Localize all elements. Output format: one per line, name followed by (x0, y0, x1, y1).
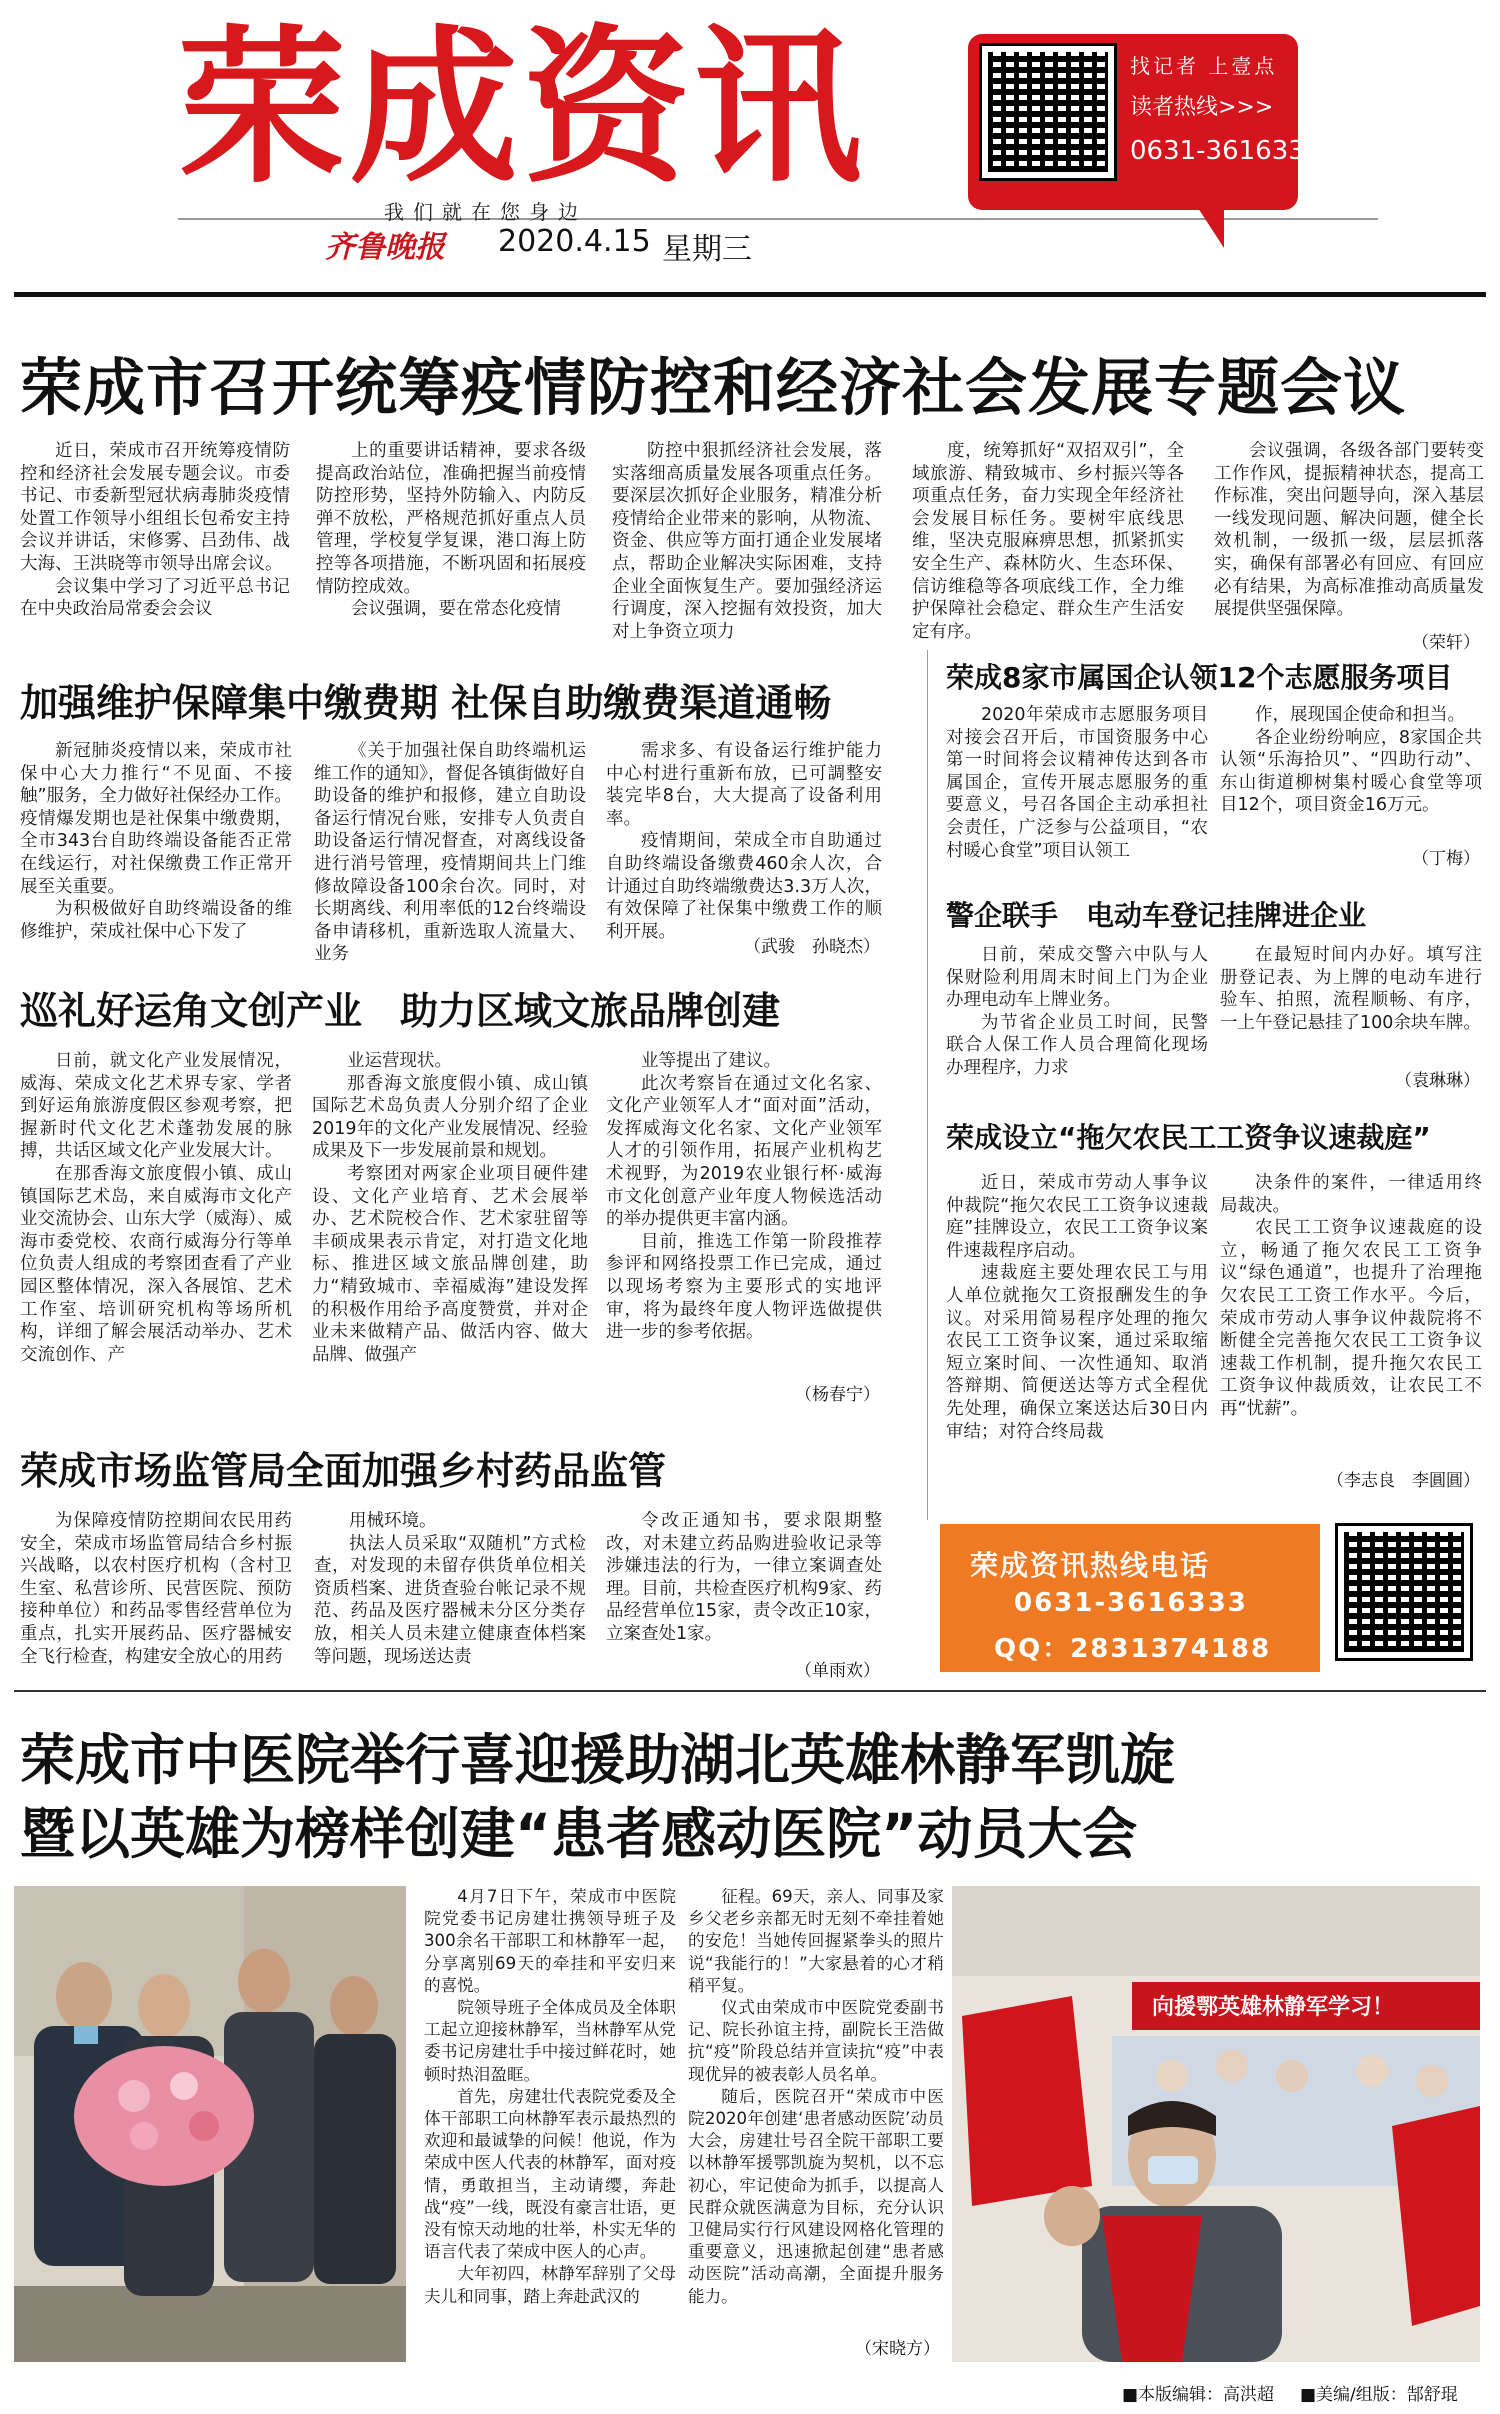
socsec-headline: 加强维护保障集中缴费期 社保自助缴费渠道通畅 (20, 681, 832, 725)
main-headline: 荣成市召开统筹疫情防控和经济社会发展专题会议 (20, 351, 1407, 424)
flower-presentation-photo (14, 1886, 406, 2362)
socsec-col-1: 新冠肺炎疫情以来，荣成市社保中心大力推行“不见面、不接触”服务，全力做好社保经办工作。疫情爆发期也是社保集中缴费期，全市343台自助终端设备能否正常在线运行，对社保缴费工作正常开展至关重要。 为积极做好自助终端设备的维修维护，荣成社保中心下发了 (20, 741, 292, 942)
ebike-headline: 警企联手 电动车登记挂牌进企业 (946, 899, 1367, 932)
speech-tail-icon (1198, 208, 1224, 248)
section-divider (14, 1690, 1486, 1692)
hospital-headline-line1: 荣成市中医院举行喜迎援助湖北英雄林静军凯旋 (20, 1728, 1176, 1792)
culture-col-1: 日前，就文化产业发展情况，威海、荣成文化艺术界专家、学者到好运角旅游度假区参观考察，把握新时代文化艺术蓬勃发展的脉搏，共话区域文化产业发展大计。 在那香海文旅度假小镇、成山镇国际艺术岛，来自威海市文化产业交流协会、山东大学（威海）、威海市委党校、农商行威海分行等单位负责人组成的考察团查看了产业园区整体情况，深入各展馆、艺术工作室、培训研究机构等场所机构，详细了解会展活动举办、艺术交流创作、产 (20, 1051, 292, 1365)
paper-name: 齐鲁晚报 (325, 230, 445, 265)
qr-line3: 0631-3616333 (1130, 136, 1322, 166)
socsec-col-2: 《关于加强社保自助终端机运维工作的通知》，督促各镇街做好自助设备的维护和报修，建立自助设备运行情况台账，安排专人负责自助设备运行情况督查，对离线设备进行消号管理，疫情期间共上门维修故障设备100余台次。同时，对长期离线、利用率低的12台终端设备申请移机，重新选取人流量大、业务 (314, 741, 586, 965)
qr-code-icon[interactable] (982, 46, 1114, 178)
socsec-col-3: 需求多、有设备运行维护能力中心村进行重新布放，已可調整安装完毕8台，大大提高了设备利用率。 疫情期间，荣成全市自助通过自助终端设备缴费460余人次，合计通过自助终端缴费达3.3万人次，有效保障了社保集中缴费工作的顺利开展。 (606, 741, 882, 942)
wage-col-1: 近日，荣成市劳动人事争议仲裁院“拖欠农民工工资争议速裁庭”挂牌设立，农民工工资争议案件速裁程序启动。 速裁庭主要处理农民工与用人单位就拖欠工资报酬发生的争议。对采用简易程序处理的拖欠农民工工资争议案，通过采取缩短立案时间、一次性通知、取消答辩期、简便送达等方式全程优先处理，确保立案送达后30日内审结；对符合终局裁 (946, 1173, 1208, 1442)
drug-col-2: 用械环境。 执法人员采取“双随机”方式检查，对发现的未留存供货单位相关资质档案、进货查验台帐记录不规范、药品及医疗器械未分区分类存放，相关人员未建立健康查体档案等问题，现场送达责 (314, 1511, 586, 1667)
main-byline: （荣轩） (1412, 633, 1480, 653)
masthead-divider (14, 292, 1486, 297)
drug-col-3: 令改正通知书，要求限期整改，对未建立药品购进验收记录等涉嫌违法的行为，一律立案调查处理。目前，共检查医疗机构9家、药品经营单位15家，责令改正10家，立案查处1家。 (606, 1511, 882, 1644)
issue-date: 2020.4.15 (498, 224, 651, 259)
soe-col-1: 2020年荣成市志愿服务项目对接会召开后，市国资服务中心第一时间将会议精神传达到各市属国企，宣传开展志愿服务的重要意义，号召各国企主动承担社会责任，广泛参与公益项目，“农村暖心食堂”项目认领工 (946, 705, 1208, 861)
culture-col-3: 业等提出了建议。 此次考察旨在通过文化名家、文化产业领军人才“面对面”活动，发挥威海文化名家、文化产业领军人才的引领作用，拓展产业机构艺术视野，为2019农业银行杯·威海市文化创意产业年度人物候选活动的举办提供更丰富内涵。 目前，推选工作第一阶段推荐参评和网络投票工作已完成，通过以现场考察为主要形式的实地评审，将为最终年度人物评选做提供进一步的参考依据。 (606, 1051, 882, 1343)
hospital-col-1: 4月7日下午，荣成市中医院院党委书记房建壮携领导班子及300余名干部职工和林静军一起，分享离别69天的牵挂和平安归来的喜悦。 院领导班子全体成员及全体职工起立迎接林静军，当林静军从党委书记房建壮手中接过鲜花时，她顿时热泪盈眶。 首先，房建壮代表院党委及全体干部职工向林静军表示最热烈的欢迎和最诚挚的问候！他说，作为荣成中医人代表的林静军，面对疫情，勇敢担当，主动请缨，奔赴战“疫”一线，既没有豪言壮语，更没有惊天动地的壮举，朴实无华的语言代表了荣成中医人的心声。 大年初四，林静军辞别了父母夫儿和同事，踏上奔赴武汉的 (424, 1887, 676, 2306)
main-col-1: 近日，荣成市召开统筹疫情防控和经济社会发展专题会议。市委书记、市委新型冠状病毒肺炎疫情处置工作领导小组组长包希安主持会议并讲话，宋修雾、吕劲伟、战大海、王洪晓等市领导出席会议。 会议集中学习了习近平总书记在中央政治局常委会会议 (20, 441, 290, 620)
ebike-col-1: 日前，荣成交警六中队与人保财险利用周末时间上门为企业办理电动车上牌业务。 为节省企业员工时间，民警联合人保工作人员合理简化现场办理程序，力求 (946, 945, 1208, 1078)
footer-design: ■美编/组版：郜舒琨 (1300, 2385, 1458, 2405)
hospital-col-2: 征程。69天，亲人、同事及家乡父老乡亲都无时无刻不牵挂着她的安危！当她传回握紧拳头的照片说“我能行的！”大家悬着的心才稍稍平复。 仪式由荣成市中医院党委副书记、院长孙谊主持，副院长王浩做抗“疫”阶段总结并宣读抗“疫”中表现优异的被表彰人员名单。 随后，医院召开“荣成市中医院2020年创建‘患者感动医院’动员大会，房建壮号召全院干部职工要以林静军援鄂凯旋为契机，以不忘初心，牢记使命为抓手，以提高人民群众就医满意为目标，充分认识卫健局实行行风建设网格化管理的重要意义，迅速掀起创建“患者感动医院”活动高潮，全面提升服务能力。 (688, 1887, 944, 2306)
hospital-headline-line2: 暨以英雄为榜样创建“患者感动医院”动员大会 (20, 1802, 1138, 1866)
column-divider (927, 650, 928, 1520)
reader-qr-panel (968, 34, 1322, 210)
qr-line2: 读者热线>>> (1130, 95, 1274, 120)
issue-weekday: 星期三 (662, 232, 752, 267)
banner-text: 向援鄂英雄林静军学习！ (1152, 1995, 1395, 2020)
drug-byline: （单雨欢） (795, 1661, 880, 1681)
culture-headline: 巡礼好运角文创产业 助力区域文旅品牌创建 (20, 989, 781, 1033)
hospital-byline: （宋晓方） (855, 2339, 940, 2359)
wage-headline: 荣成设立“拖欠农民工工资争议速裁庭” (946, 1121, 1431, 1154)
soe-byline: （丁梅） (1412, 849, 1480, 869)
main-col-3: 防控中狠抓经济社会发展，落实落细高质量发展各项重点任务。要深层次抓好企业服务，精准分析疫情给企业带来的影响，从物流、资金、供应等方面打通企业发展堵点，帮助企业解决实际困难，支持企业全面恢复生产。要加强经济运行调度，深入挖掘有效投资，加大对上争资立项力 (612, 441, 882, 642)
hotline-qq[interactable]: QQ：2831374188 (994, 1634, 1272, 1664)
qr-line1: 找记者 上壹点 (1130, 54, 1278, 78)
hotline-title: 荣成资讯热线电话 (970, 1549, 1211, 1582)
masthead-title: 荣成资讯 (178, 10, 866, 206)
drug-col-1: 为保障疫情防控期间农民用药安全，荣成市场监管局结合乡村振兴战略，以农村医疗机构（含村卫生室、私营诊所、民营医院、预防接种单位）和药品零售经营单位为重点，扎实开展药品、医疗器械安全飞行检查，构建安全放心的用药 (20, 1511, 292, 1667)
wage-byline: （李志良 李圓圓） (1327, 1471, 1480, 1491)
wage-col-2: 决条件的案件，一律适用终局裁决。 农民工工资争议速裁庭的设立，畅通了拖欠农民工工资争议“绿色通道”，也提升了治理拖欠农民工工资工作水平。今后，荣成市劳动人事争议仲裁院将不断健全完善拖欠农民工工资争议速裁工作机制，提升拖欠农民工工资争议仲裁质效，让农民工不再“忧薪”。 (1220, 1173, 1482, 1419)
socsec-byline: （武骏 孙晓杰） (744, 937, 880, 957)
ebike-byline: （袁琳琳） (1395, 1071, 1480, 1091)
ebike-col-2: 在最短时间内办好。填写注册登记表、为上牌的电动车进行验车、拍照，流程顺畅、有序，一上午登记悬挂了100余块车牌。 (1220, 945, 1482, 1033)
main-col-5: 会议强调，各级各部门要转变工作作风，提振精神状态，提高工作标准，突出问题导向，深入基层一线发现问题、解决问题，健全长效机制，一级抓一级，层层抓落实，确保有部署必有回应、有回应必有结果，为高标准推动高质量发展提供坚强保障。 (1214, 441, 1484, 620)
drug-headline: 荣成市场监管局全面加强乡村药品监管 (20, 1449, 667, 1493)
hotline-phone[interactable]: 0631-3616333 (1014, 1588, 1248, 1618)
main-col-2: 上的重要讲话精神，要求各级提高政治站位，准确把握当前疫情防控形势，坚持外防输入、内防反弹不放松，严格规范抓好重点人员管理，学校复学复课，港口海上防控等各项措施，不断巩固和拓展疫情防控成效。 会议强调，要在常态化疫情 (316, 441, 586, 620)
masthead-slogan: 我们就在您身边 (384, 200, 587, 224)
culture-col-2: 业运营现状。 那香海文旅度假小镇、成山镇国际艺术岛负责人分别介绍了企业2019年的文化产业发展情况、经验成果及下一步发展前景和规划。 考察团对两家企业项目硬件建设、文化产业培育、艺术会展举办、艺术院校合作、艺术家驻留等丰硕成果表示肯定，对打造文化地标、推进区域文旅品牌创建，助力“精致城市、幸福威海”建设发挥的积极作用给予高度赞赏，并对企业未来做精产品、做活内容、做大品牌、做强产 (312, 1051, 588, 1365)
main-col-4: 度，统筹抓好“双招双引”，全域旅游、精致城市、乡村振兴等各项重点任务，奋力实现全年经济社会发展目标任务。要树牢底线思维，坚决克服麻痹思想，抓紧抓实安全生产、森林防火、生态环保、信访维稳等各项底线工作，全力维护保障社会稳定、群众生产生活安定有序。 (912, 441, 1184, 642)
soe-col-2: 作，展现国企使命和担当。 各企业纷纷响应，8家国企共认领“乐海拾贝”、“四助行动”、东山街道柳树集村暖心食堂等项目12个，项目资金16万元。 (1220, 705, 1482, 816)
hotline-qr-code-icon[interactable] (1338, 1526, 1470, 1658)
welcome-ceremony-photo (952, 1886, 1480, 2362)
hotline-box (940, 1524, 1320, 1672)
culture-byline: （杨春宁） (795, 1385, 880, 1405)
soe-headline: 荣成8家市属国企认领12个志愿服务项目 (946, 661, 1453, 694)
footer-editor: ■本版编辑：高洪超 (1122, 2385, 1275, 2405)
